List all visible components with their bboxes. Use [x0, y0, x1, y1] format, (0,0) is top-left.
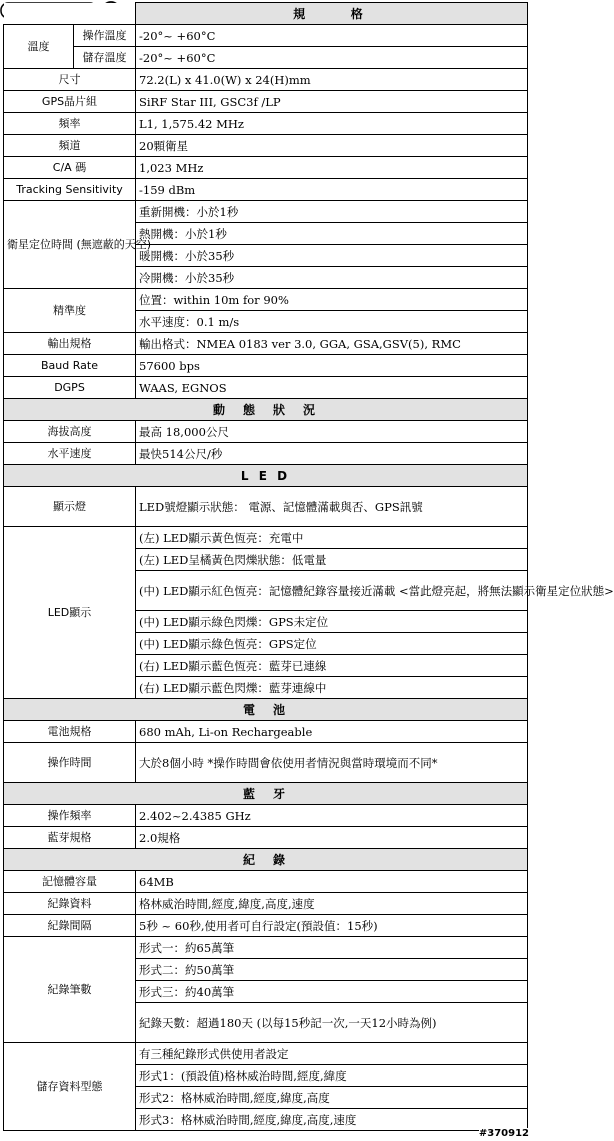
page-title: 規 格	[136, 3, 528, 25]
table-row	[4, 333, 528, 355]
section-title-led: L E D	[4, 465, 528, 487]
table-row	[4, 201, 528, 223]
tracking-label: Tracking Sensitivity	[4, 179, 136, 201]
watermark-id: #370912	[478, 1128, 529, 1139]
size-label: 尺寸	[4, 69, 136, 91]
bt-freq-value: 2.402~2.4385 GHz	[136, 805, 528, 827]
table-row	[4, 893, 528, 915]
storage-type-item: 形式1：(預設值)格林威治時間,經度,緯度	[136, 1065, 528, 1087]
altitude-value: 最高 18,000公尺	[136, 421, 528, 443]
spec-table	[3, 2, 614, 1131]
memory-value: 64MB	[136, 871, 528, 893]
battery-spec-value: 680 mAh, Li-on Rechargeable	[136, 721, 528, 743]
storage-type-label: 儲存資料型態	[4, 1043, 136, 1131]
section-title-battery: 電 池	[4, 699, 528, 721]
log-interval-label: 紀錄間隔	[4, 915, 136, 937]
header-row	[4, 3, 528, 25]
log-count-item: 形式一：約65萬筆	[136, 937, 528, 959]
storage-type-item: 有三種紀錄形式供使用者設定	[136, 1043, 528, 1065]
altitude-label: 海拔高度	[4, 421, 136, 443]
tracking-value: -159 dBm	[136, 179, 528, 201]
storage-type-item: 形式2：格林威治時間,經度,緯度,高度	[136, 1087, 528, 1109]
led-display-item: (右) LED顯示藍色閃爍：藍芽連線中	[136, 677, 528, 699]
storage-type-item: 形式3：格林威治時間,經度,緯度,高度,速度	[136, 1109, 528, 1131]
h-speed-label: 水平速度	[4, 443, 136, 465]
storage-temp-label: 儲存溫度	[74, 47, 136, 69]
section-row	[4, 849, 528, 871]
table-row	[4, 47, 528, 69]
table-row	[4, 915, 528, 937]
log-data-value: 格林威治時間,經度,緯度,高度,速度	[136, 893, 528, 915]
table-row	[4, 827, 528, 849]
table-row	[4, 69, 528, 91]
baud-label: Baud Rate	[4, 355, 136, 377]
led-display-item: (中) LED顯示綠色恆亮：GPS定位	[136, 633, 528, 655]
fix-time-item: 重新開機：小於1秒	[136, 201, 528, 223]
table-row	[4, 721, 528, 743]
gps-chip-value: SiRF Star III, GSC3f /LP	[136, 91, 528, 113]
table-row	[4, 421, 528, 443]
op-time-label: 操作時間	[4, 743, 136, 783]
table-row	[4, 113, 528, 135]
ca-code-value: 1,023 MHz	[136, 157, 528, 179]
log-count-item: 紀錄天數：超過180天 (以每15秒記一次,一天12小時為例)	[136, 1003, 528, 1043]
h-speed-value: 最快514公尺/秒	[136, 443, 528, 465]
frequency-label: 頻率	[4, 113, 136, 135]
table-row	[4, 743, 528, 783]
log-interval-value: 5秒 ~ 60秒,使用者可自行設定(預設值：15秒)	[136, 915, 528, 937]
log-count-item: 形式二：約50萬筆	[136, 959, 528, 981]
log-data-label: 紀錄資料	[4, 893, 136, 915]
led-display-item: (中) LED顯示紅色恆亮：記憶體紀錄容量接近滿載 <當此燈亮起，將無法顯示衛星定位狀態>	[136, 571, 528, 611]
table-row	[4, 355, 528, 377]
fix-time-item: 暖開機：小於35秒	[136, 245, 528, 267]
fix-time-item: 熱開機：小於1秒	[136, 223, 528, 245]
bt-spec-value: 2.0規格	[136, 827, 528, 849]
baud-value: 57600 bps	[136, 355, 528, 377]
channels-value: 20顆衛星	[136, 135, 528, 157]
led-display-item: (左) LED顯示黃色恆亮：充電中	[136, 527, 528, 549]
operating-temp-value: -20°~ +60°C	[136, 25, 528, 47]
channels-label: 頻道	[4, 135, 136, 157]
section-row	[4, 783, 528, 805]
section-title-dynamics: 動 態 狀 況	[4, 399, 528, 421]
table-row	[4, 871, 528, 893]
bt-freq-label: 操作頻率	[4, 805, 136, 827]
table-row	[4, 527, 528, 549]
led-display-label: LED顯示	[4, 527, 136, 699]
section-row	[4, 399, 528, 421]
dgps-label: DGPS	[4, 377, 136, 399]
table-row	[4, 179, 528, 201]
fix-time-item: 冷開機：小於35秒	[136, 267, 528, 289]
accuracy-label: 精準度	[4, 289, 136, 333]
table-row	[4, 25, 528, 47]
led-display-item: (右) LED顯示藍色恆亮：藍芽已連線	[136, 655, 528, 677]
operating-temp-label: 操作溫度	[74, 25, 136, 47]
section-row	[4, 465, 528, 487]
led-display-item: (左) LED呈橘黃色閃爍狀態：低電量	[136, 549, 528, 571]
storage-temp-value: -20°~ +60°C	[136, 47, 528, 69]
table-row	[4, 805, 528, 827]
output-value: 輸出格式：NMEA 0183 ver 3.0, GGA, GSA,GSV(5), RMC	[136, 333, 528, 355]
log-count-label: 紀錄筆數	[4, 937, 136, 1043]
table-row	[4, 91, 528, 113]
accuracy-item: 位置：within 10m for 90%	[136, 289, 528, 311]
indicator-label: 顯示燈	[4, 487, 136, 527]
table-row	[4, 937, 528, 959]
ca-code-label: C/A 碼	[4, 157, 136, 179]
temperature-label: 溫度	[4, 25, 74, 69]
table-row	[4, 487, 528, 527]
table-row	[4, 1043, 528, 1065]
table-row	[4, 157, 528, 179]
output-label: 輸出規格	[4, 333, 136, 355]
table-row	[4, 377, 528, 399]
led-display-item: (中) LED顯示綠色閃爍：GPS未定位	[136, 611, 528, 633]
bt-spec-label: 藍芽規格	[4, 827, 136, 849]
table-row	[4, 289, 528, 311]
op-time-value: 大於8個小時 *操作時間會依使用者情況與當時環境而不同*	[136, 743, 528, 783]
gps-chip-label: GPS晶片組	[4, 91, 136, 113]
log-count-item: 形式三：約40萬筆	[136, 981, 528, 1003]
fix-time-label: 衛星定位時間 (無遮蔽的天空)	[4, 201, 136, 289]
battery-spec-label: 電池規格	[4, 721, 136, 743]
frequency-value: L1, 1,575.42 MHz	[136, 113, 528, 135]
section-row	[4, 699, 528, 721]
dgps-value: WAAS, EGNOS	[136, 377, 528, 399]
table-row	[4, 443, 528, 465]
section-title-record: 紀 錄	[4, 849, 528, 871]
memory-label: 記憶體容量	[4, 871, 136, 893]
table-row	[4, 135, 528, 157]
section-title-bluetooth: 藍 牙	[4, 783, 528, 805]
indicator-value: LED號燈顯示狀態： 電源、記憶體滿載與否、GPS訊號	[136, 487, 528, 527]
size-value: 72.2(L) x 41.0(W) x 24(H)mm	[136, 69, 528, 91]
accuracy-item: 水平速度：0.1 m/s	[136, 311, 528, 333]
